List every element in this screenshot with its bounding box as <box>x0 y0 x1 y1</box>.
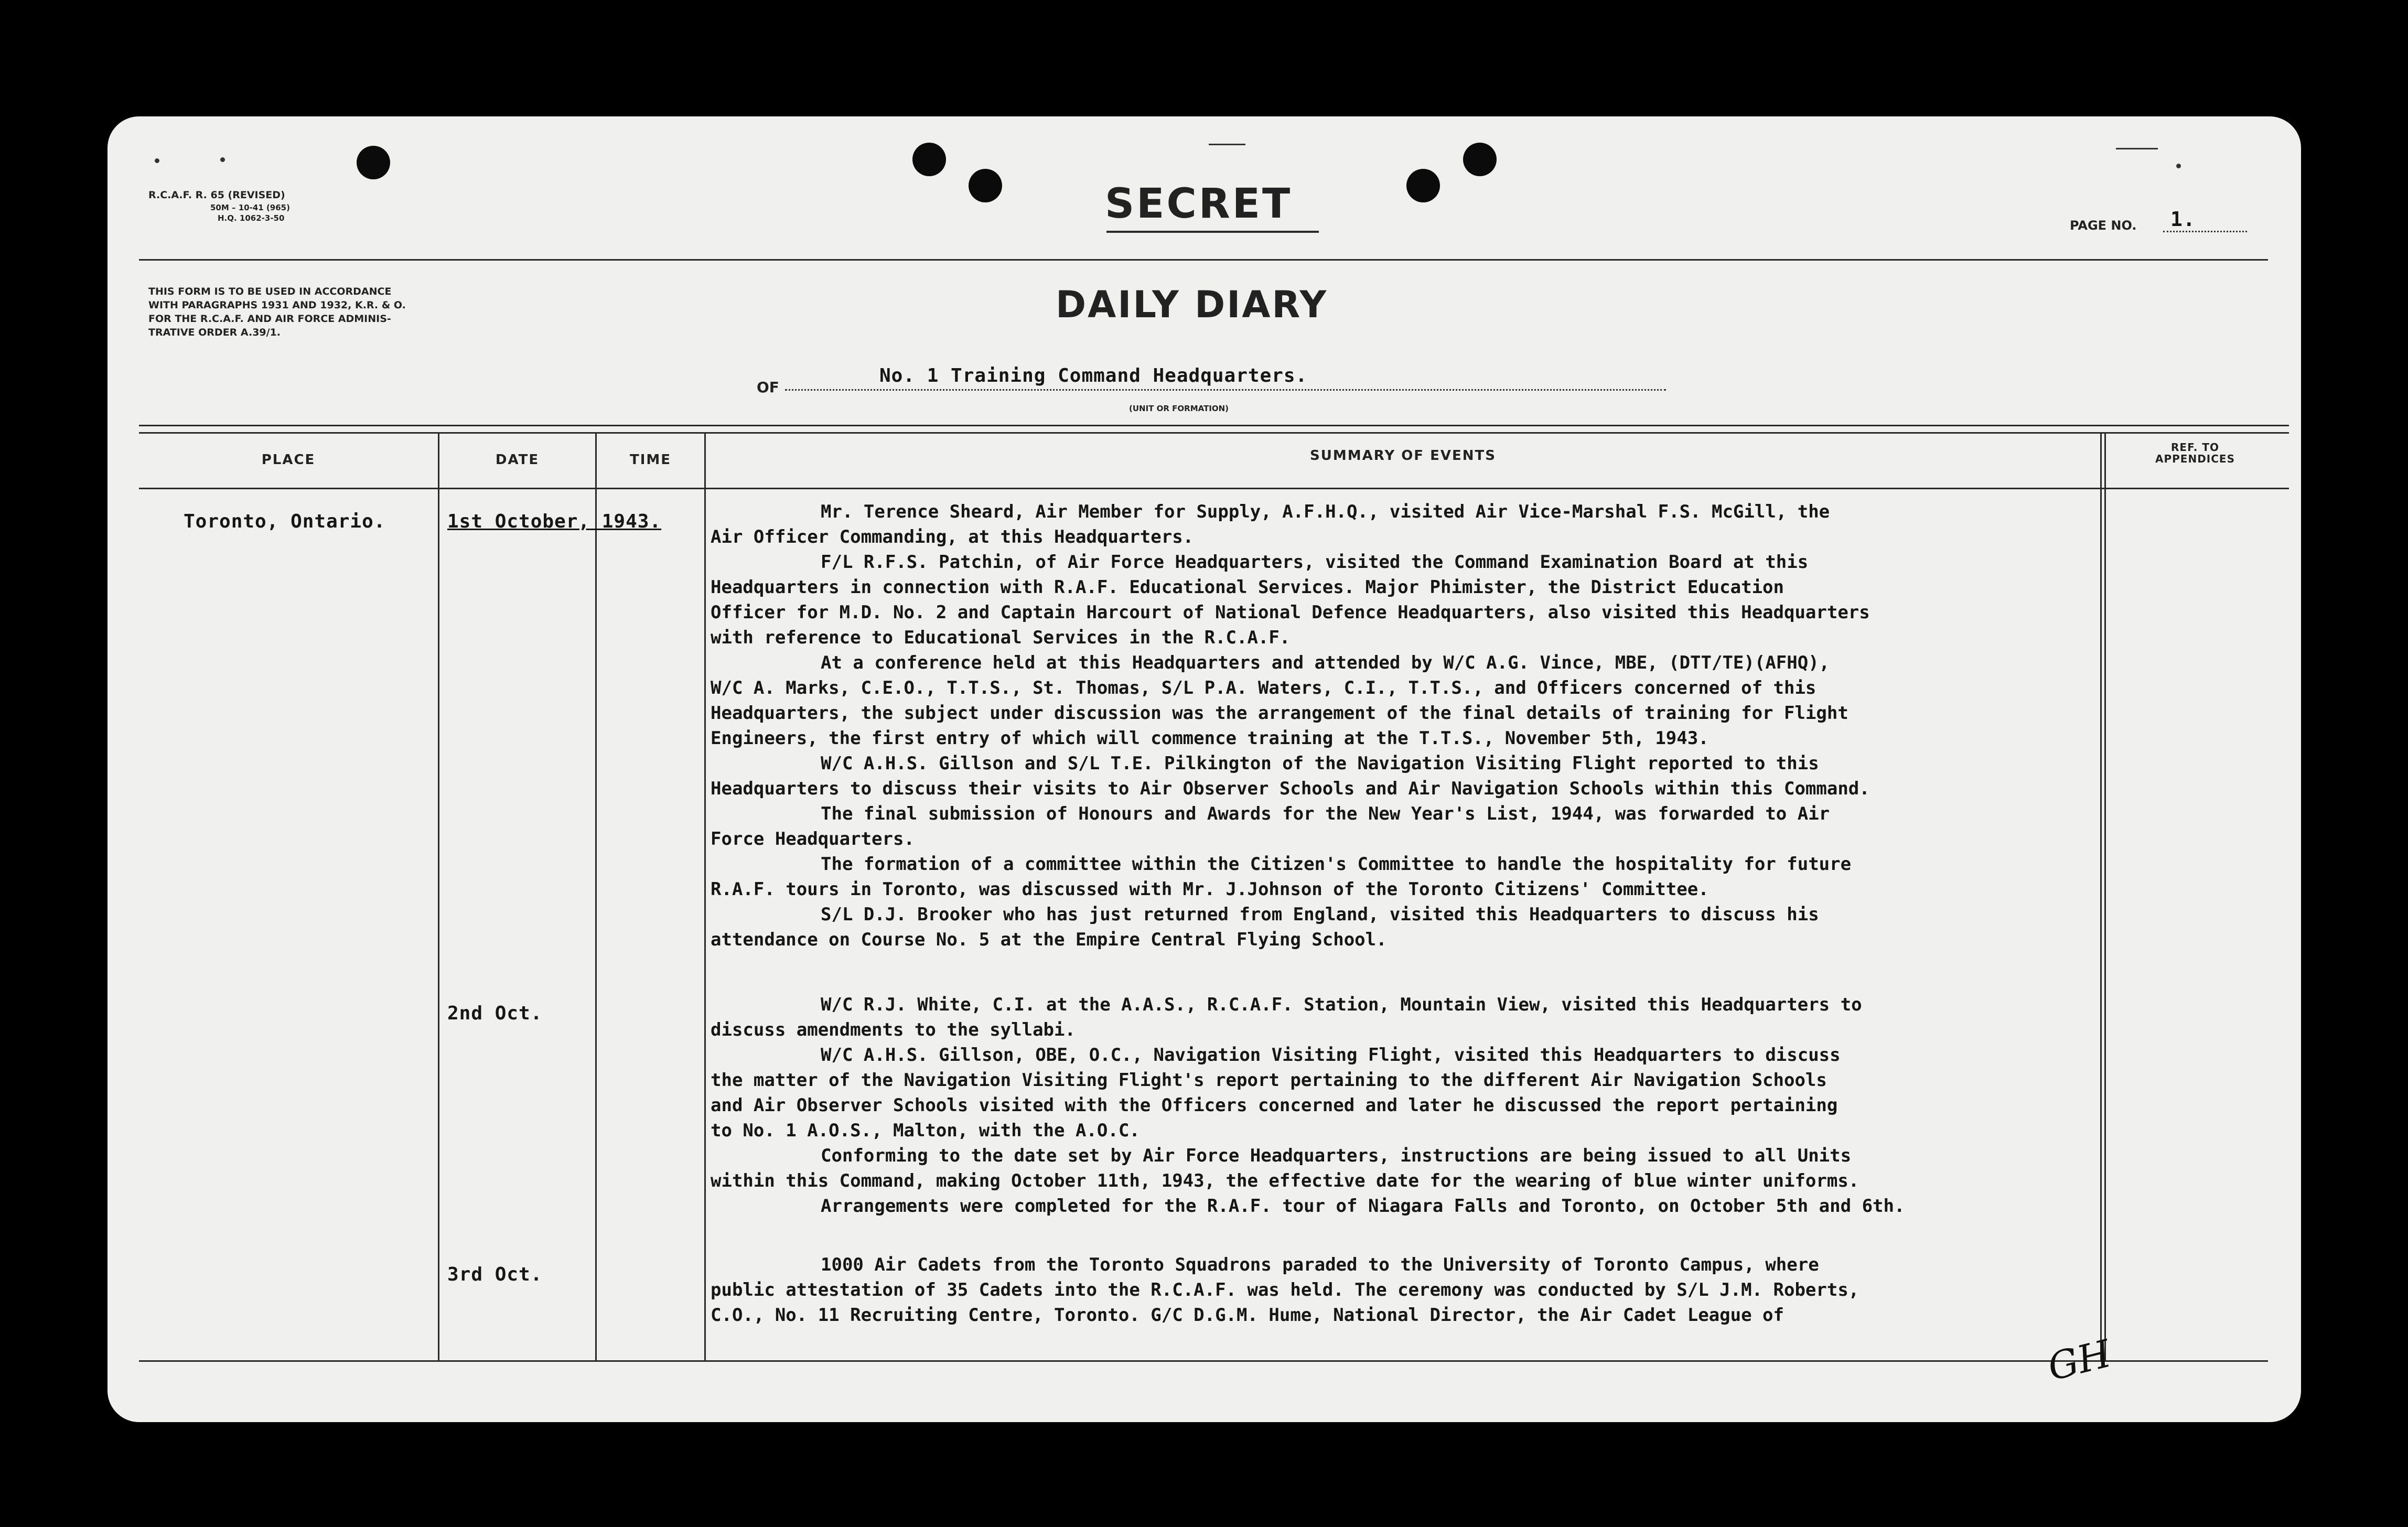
entry-line: C.O., No. 11 Recruiting Centre, Toronto. G/C D.G.M. Hume, National Director, the Air Cadet League of <box>711 1305 1784 1326</box>
entry-line: with reference to Educational Services in the R.C.A.F. <box>711 627 1291 648</box>
date-cell: 2nd Oct. <box>447 1003 543 1024</box>
diary-entry <box>711 499 2242 952</box>
table-head-rule <box>139 488 2289 489</box>
entry-line: W/C A.H.S. Gillson, OBE, O.C., Navigation Visiting Flight, visited this Headquarters to discuss <box>821 1045 1841 1066</box>
mark <box>2116 148 2158 149</box>
punch-hole <box>1406 169 1440 202</box>
mark <box>1209 144 1245 145</box>
print-line: 50M – 10-41 (965) <box>210 203 290 212</box>
punch-hole <box>969 169 1002 202</box>
punch-hole <box>357 146 390 179</box>
column-header-ref <box>2106 442 2284 465</box>
form-notice-line: THIS FORM IS TO BE USED IN ACCORDANCE <box>148 286 392 297</box>
diary-entry <box>711 1252 2242 1328</box>
entry-line: within this Command, making October 11th, 1943, the effective date for the wearing of blue winter uniforms. <box>711 1170 1859 1191</box>
form-notice-line: TRATIVE ORDER A.39/1. <box>148 327 281 338</box>
entry-line: public attestation of 35 Cadets into the R.C.A.F. was held. The ceremony was conducted by S/L J.M. Roberts, <box>711 1279 1859 1300</box>
entry-line: and Air Observer Schools visited with the Officers concerned and later he discussed the report pertaining <box>711 1095 1838 1116</box>
entry-line: Mr. Terence Sheard, Air Member for Supply, A.F.H.Q., visited Air Vice-Marshal F.S. McGill, the <box>821 501 1830 522</box>
entry-line: F/L R.F.S. Patchin, of Air Force Headquarters, visited the Command Examination Board at this <box>821 552 1809 573</box>
page-label: PAGE NO. <box>2070 218 2137 233</box>
entry-line: At a conference held at this Headquarters and attended by W/C A.G. Vince, MBE, (DTT/TE)(AFHQ), <box>821 652 1830 673</box>
column-header-ref-line: REF. TO <box>2171 441 2219 454</box>
entry-line: discuss amendments to the syllabi. <box>711 1019 1076 1040</box>
diary-sheet <box>108 116 2301 1422</box>
entry-line: Officer for M.D. No. 2 and Captain Harcourt of National Defence Headquarters, also visited this Headquarters <box>711 602 1870 623</box>
column-divider <box>595 432 597 1360</box>
column-header-summary: SUMMARY OF EVENTS <box>1310 448 1496 464</box>
page-number-line <box>2163 210 2247 232</box>
form-id: R.C.A.F. R. 65 (REVISED) <box>148 189 285 201</box>
column-header-date: DATE <box>495 452 540 468</box>
form-notice-line: WITH PARAGRAPHS 1931 AND 1932, K.R. & O. <box>148 299 406 311</box>
table-bottom-rule <box>139 1360 2268 1362</box>
unit-caption: (UNIT OR FORMATION) <box>1129 404 1229 413</box>
entry-line: attendance on Course No. 5 at the Empire Central Flying School. <box>711 929 1387 950</box>
page-number: 1. <box>2170 208 2196 231</box>
form-notice-line: FOR THE R.C.A.F. AND AIR FORCE ADMINIS- <box>148 313 391 325</box>
entry-line: Headquarters in connection with R.A.F. Educational Services. Major Phimister, the District Education <box>711 577 1784 598</box>
entry-line: W/C R.J. White, C.I. at the A.A.S., R.C.A.F. Station, Mountain View, visited this Headquarters to <box>821 994 1862 1015</box>
entry-line: Air Officer Commanding, at this Headquarters. <box>711 526 1194 547</box>
entry-line: The final submission of Honours and Awards for the New Year's List, 1944, was forwarded to Air <box>821 803 1830 824</box>
entry-line: S/L D.J. Brooker who has just returned from England, visited this Headquarters to discuss his <box>821 904 1819 925</box>
entry-line: to No. 1 A.O.S., Malton, with the A.O.C. <box>711 1120 1140 1141</box>
entry-line: W/C A. Marks, C.E.O., T.T.S., St. Thomas, S/L P.A. Waters, C.I., T.T.S., and Officers concerned of this <box>711 678 1816 698</box>
entry-line: Conforming to the date set by Air Force Headquarters, instructions are being issued to all Units <box>821 1145 1852 1166</box>
entry-line: Force Headquarters. <box>711 829 915 849</box>
unit-line <box>785 363 1666 391</box>
entry-line: R.A.F. tours in Toronto, was discussed with Mr. J.Johnson of the Toronto Citizens' Committee. <box>711 879 1709 900</box>
column-divider <box>704 432 706 1360</box>
date-text: 1st October, 1943. <box>447 511 662 532</box>
entry-line: the matter of the Navigation Visiting Flight's report pertaining to the different Air Navigation Schools <box>711 1070 1827 1091</box>
punch-hole <box>1463 143 1497 176</box>
entry-line: The formation of a committee within the Citizen's Committee to handle the hospitality for future <box>821 854 1852 875</box>
table-rule-top <box>139 425 2289 426</box>
table-rule-top <box>139 432 2289 434</box>
of-label: OF <box>757 379 779 396</box>
print-line: H.Q. 1062-3-50 <box>218 213 285 223</box>
entry-line: Arrangements were completed for the R.A.F. tour of Niagara Falls and Toronto, on October 5th and 6th. <box>821 1196 1905 1217</box>
header-rule <box>139 259 2268 261</box>
column-header-time: TIME <box>629 452 672 468</box>
date-cell: 3rd Oct. <box>447 1264 543 1285</box>
column-divider <box>438 432 439 1360</box>
column-header-ref-line: APPENDICES <box>2155 453 2235 465</box>
entry-line: Engineers, the first entry of which will commence training at the T.T.S., November 5th, 1943. <box>711 728 1709 749</box>
speck <box>155 158 159 163</box>
speck <box>2176 164 2181 168</box>
page-title: DAILY DIARY <box>1056 283 1328 326</box>
entry-line: W/C A.H.S. Gillson and S/L T.E. Pilkington of the Navigation Visiting Flight reported to this <box>821 753 1819 774</box>
entry-line: Headquarters to discuss their visits to Air Observer Schools and Air Navigation Schools within this Command. <box>711 778 1870 799</box>
speck <box>220 157 225 162</box>
entry-line: Headquarters, the subject under discussion was the arrangement of the final details of training for Flight <box>711 703 1848 724</box>
entry-line: 1000 Air Cadets from the Toronto Squadrons paraded to the University of Toronto Campus, where <box>821 1254 1819 1275</box>
handwritten-initials: GH <box>2043 1331 2115 1390</box>
date-cell <box>447 511 661 532</box>
unit-name: No. 1 Training Command Headquarters. <box>879 365 1308 386</box>
secret-underline <box>1106 231 1319 233</box>
punch-hole <box>912 143 946 176</box>
secret-stamp: SECRET <box>1105 180 1293 228</box>
column-header-place: PLACE <box>261 452 316 468</box>
diary-entry <box>711 992 2242 1219</box>
place-cell: Toronto, Ontario. <box>184 511 386 532</box>
